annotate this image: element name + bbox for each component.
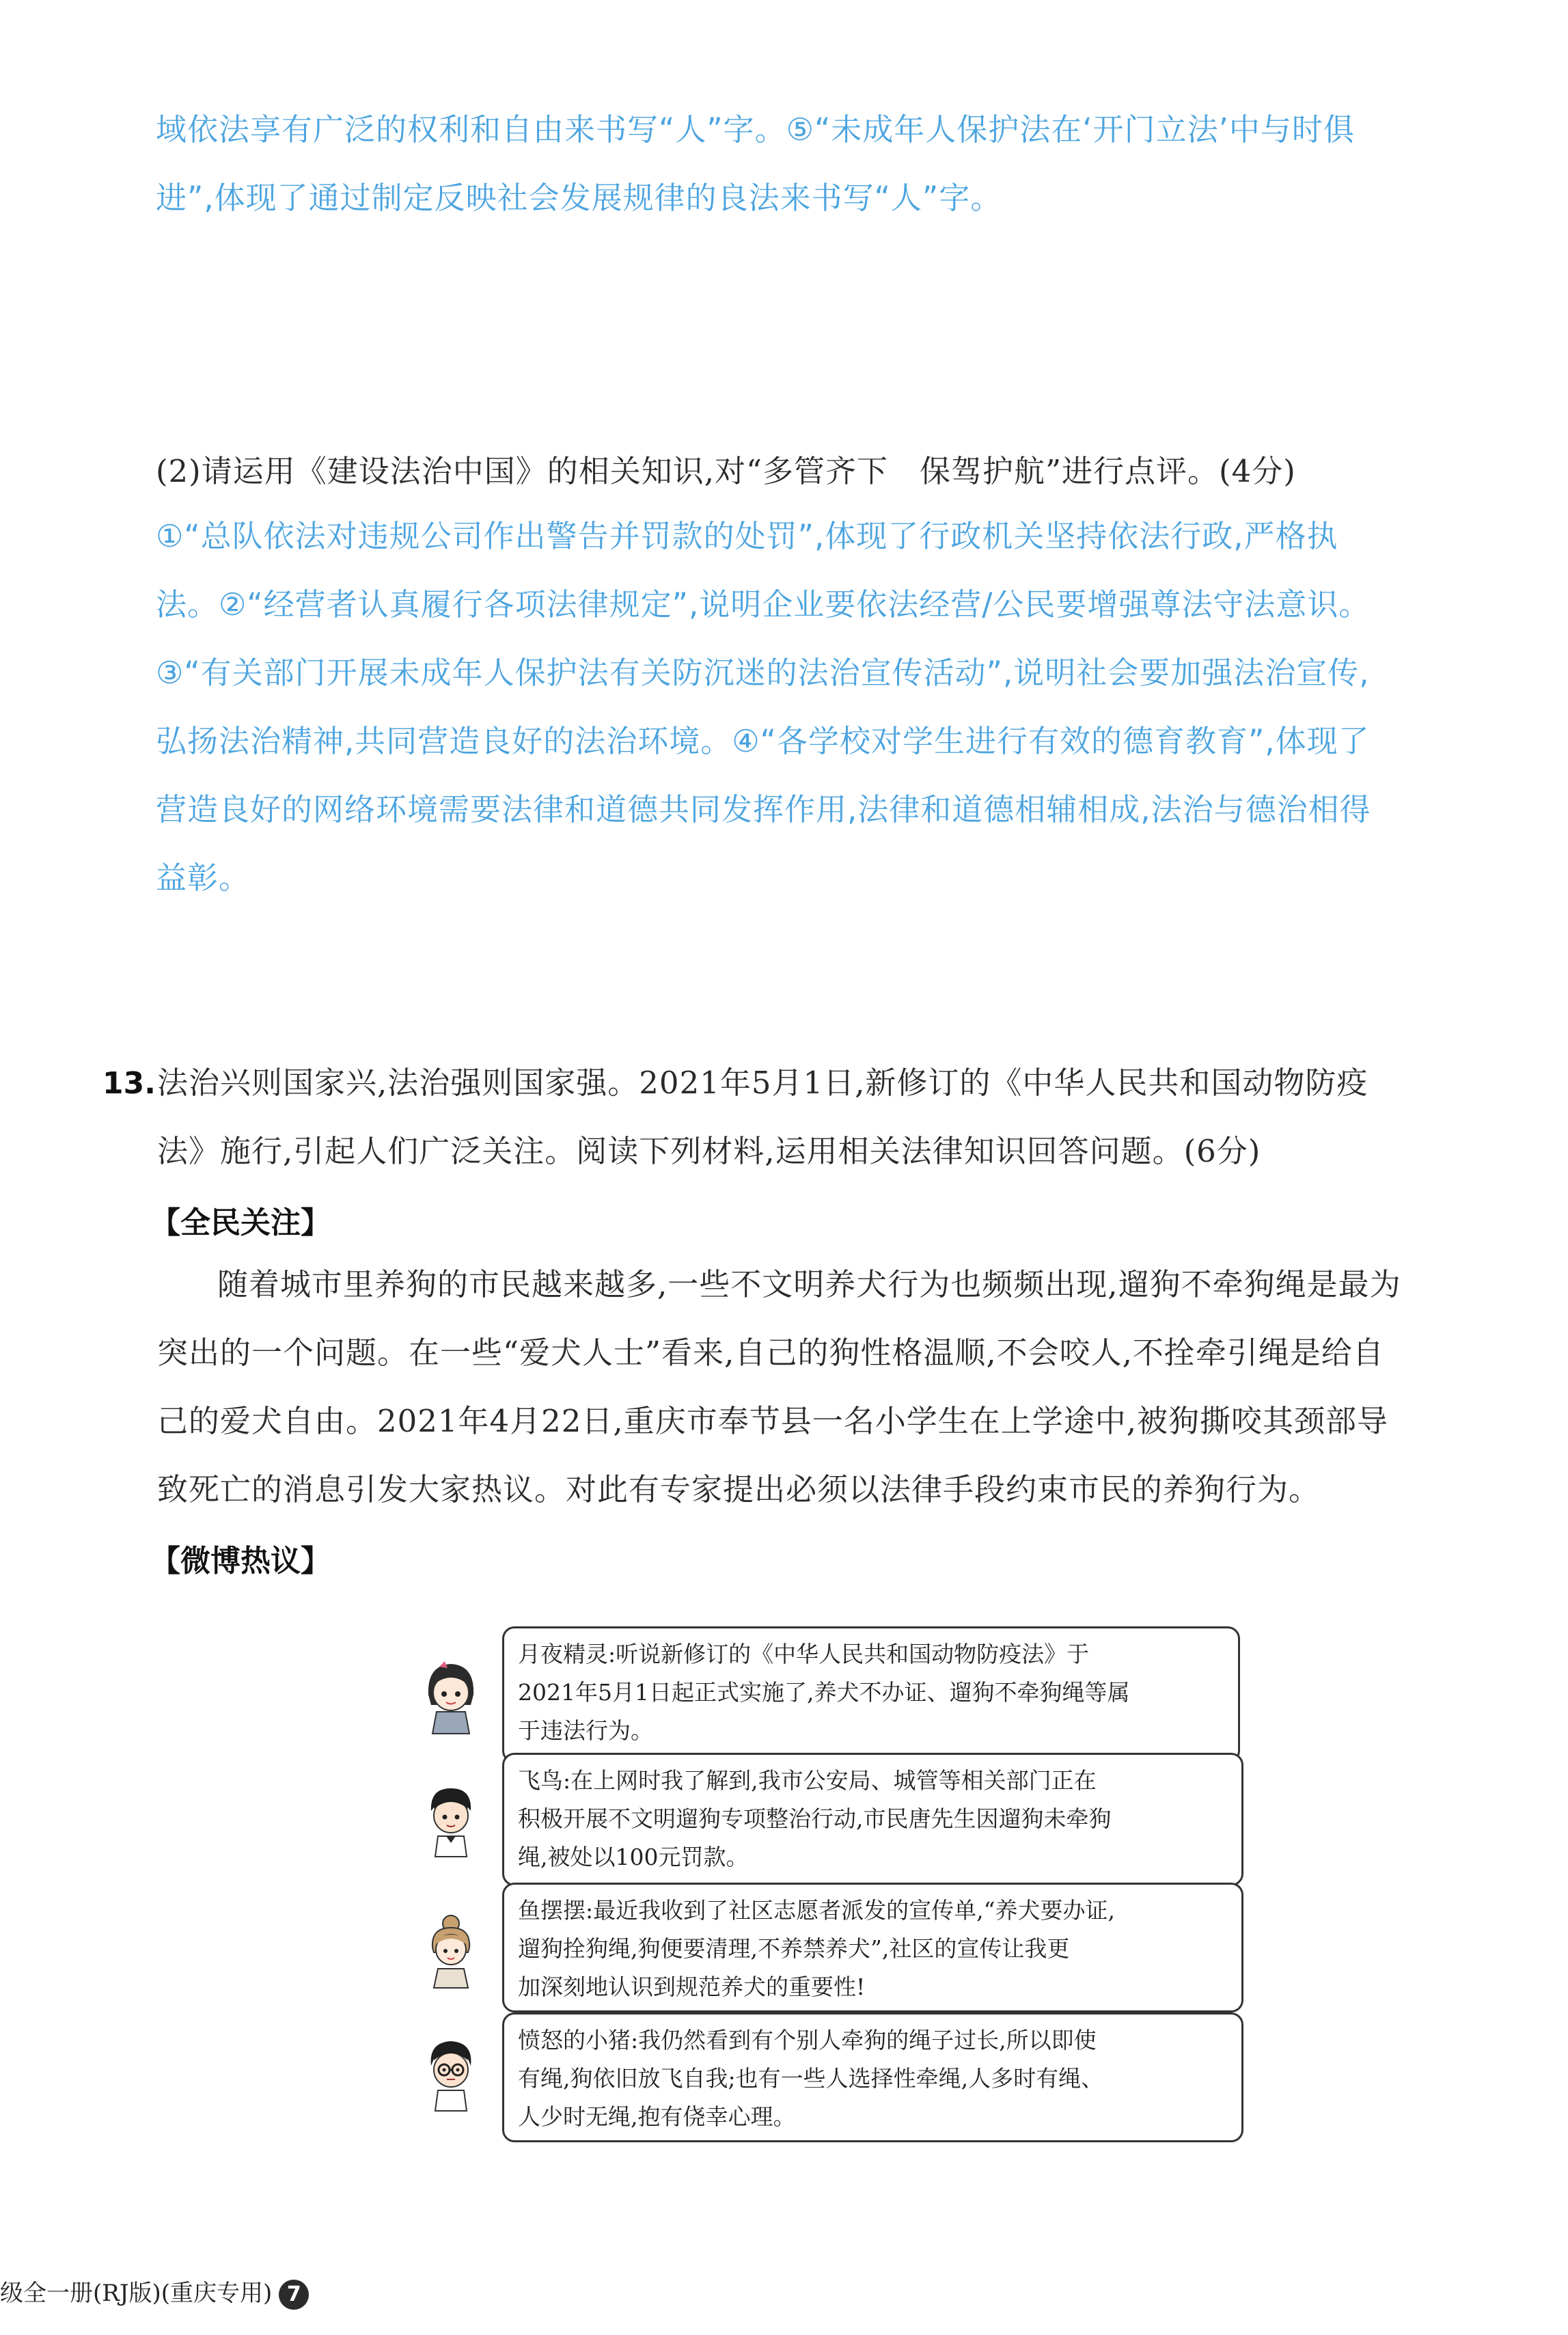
q2-prompt: (2)请运用《建设法治中国》的相关知识,对“多管齐下 保驾护航”进行点评。(4分) bbox=[156, 453, 1296, 489]
footer-book-title: 级全一册(RJ版)(重庆专用) bbox=[0, 2280, 273, 2307]
q2-answer-line-1: ①“总队依法对违规公司作出警告并罚款的处罚”,体现了行政机关坚持依法行政,严格执 bbox=[156, 518, 1338, 554]
post-1-line-3: 于违法行为。 bbox=[518, 1717, 653, 1744]
boy-avatar-icon bbox=[420, 1780, 482, 1862]
post-1-line-1: 月夜精灵:听说新修订的《中华人民共和国动物防疫法》于 bbox=[518, 1641, 1090, 1667]
q13-stem-line-1: 法治兴则国家兴,法治强则国家强。2021年5月1日,新修订的《中华人民共和国动物防疫 bbox=[157, 1065, 1368, 1101]
q2-answer-line-2: 法。②“经营者认真履行各项法律规定”,说明企业要依法经营/公民要增强尊法守法意识。 bbox=[156, 586, 1371, 623]
post-4-line-3: 人少时无绳,抱有侥幸心理。 bbox=[518, 2103, 796, 2130]
post-3-line-3: 加深刻地认识到规范养犬的重要性! bbox=[518, 1974, 866, 2000]
post-3-line-1: 鱼摆摆:最近我收到了社区志愿者派发的宣传单,“养犬要办证, bbox=[518, 1897, 1115, 1924]
weibo-post-4 bbox=[502, 2012, 1243, 2142]
section1-line-3: 己的爱犬自由。2021年4月22日,重庆市奉节县一名小学生在上学途中,被狗撕咬其颈部导 bbox=[157, 1403, 1389, 1439]
post-3-line-2: 遛狗拴狗绳,狗便要清理,不养禁养犬”,社区的宣传让我更 bbox=[518, 1935, 1070, 1962]
glasses-man-avatar-icon bbox=[420, 2033, 482, 2115]
woman-avatar-icon bbox=[420, 1910, 482, 1992]
weibo-post-3 bbox=[502, 1883, 1243, 2012]
answer-top-line-1: 域依法享有广泛的权利和自由来书写“人”字。⑤“未成年人保护法在‘开门立法’中与时俱 bbox=[156, 111, 1355, 148]
q13-number: 13. bbox=[102, 1066, 156, 1101]
q2-answer-line-6: 益彰。 bbox=[156, 860, 251, 896]
weibo-post-2 bbox=[502, 1753, 1243, 1886]
post-2-line-3: 绳,被处以100元罚款。 bbox=[518, 1844, 749, 1870]
page-number-badge: 7 bbox=[279, 2280, 309, 2310]
q13-stem-line-2: 法》施行,引起人们广泛关注。阅读下列材料,运用相关法律知识回答问题。(6分) bbox=[157, 1133, 1261, 1169]
post-4-line-1: 愤怒的小猪:我仍然看到有个别人牵狗的绳子过长,所以即使 bbox=[518, 2027, 1097, 2053]
page-footer bbox=[0, 2274, 309, 2310]
section1-line-1: 随着城市里养狗的市民越来越多,一些不文明养犬行为也频频出现,遛狗不牵狗绳是最为 bbox=[217, 1266, 1401, 1302]
weibo-post-1 bbox=[502, 1626, 1240, 1763]
q2-answer-line-5: 营造良好的网络环境需要法律和道德共同发挥作用,法律和道德相辅相成,法治与德治相得 bbox=[156, 791, 1371, 828]
answer-top-line-2: 进”,体现了通过制定反映社会发展规律的良法来书写“人”字。 bbox=[156, 180, 1002, 216]
girl-avatar-icon bbox=[420, 1657, 482, 1739]
q2-answer-line-3: ③“有关部门开展未成年人保护法有关防沉迷的法治宣传活动”,说明社会要加强法治宣传, bbox=[156, 655, 1370, 691]
section-title-public-attention: 【全民关注】 bbox=[150, 1205, 331, 1240]
post-4-line-2: 有绳,狗依旧放飞自我;也有一些人选择性牵绳,人多时有绳、 bbox=[518, 2065, 1104, 2092]
section-title-weibo-discussion: 【微博热议】 bbox=[150, 1544, 331, 1579]
post-2-line-1: 飞鸟:在上网时我了解到,我市公安局、城管等相关部门正在 bbox=[518, 1767, 1097, 1794]
post-1-line-2: 2021年5月1日起正式实施了,养犬不办证、遛狗不牵狗绳等属 bbox=[518, 1679, 1130, 1706]
section1-line-2: 突出的一个问题。在一些“爱犬人士”看来,自己的狗性格温顺,不会咬人,不拴牵引绳是给自 bbox=[157, 1335, 1384, 1371]
section1-line-4: 致死亡的消息引发大家热议。对此有专家提出必须以法律手段约束市民的养狗行为。 bbox=[157, 1471, 1321, 1507]
q2-answer-line-4: 弘扬法治精神,共同营造良好的法治环境。④“各学校对学生进行有效的德育教育”,体现了 bbox=[156, 723, 1370, 759]
post-2-line-2: 积极开展不文明遛狗专项整治行动,市民唐先生因遛狗未牵狗 bbox=[518, 1805, 1112, 1832]
